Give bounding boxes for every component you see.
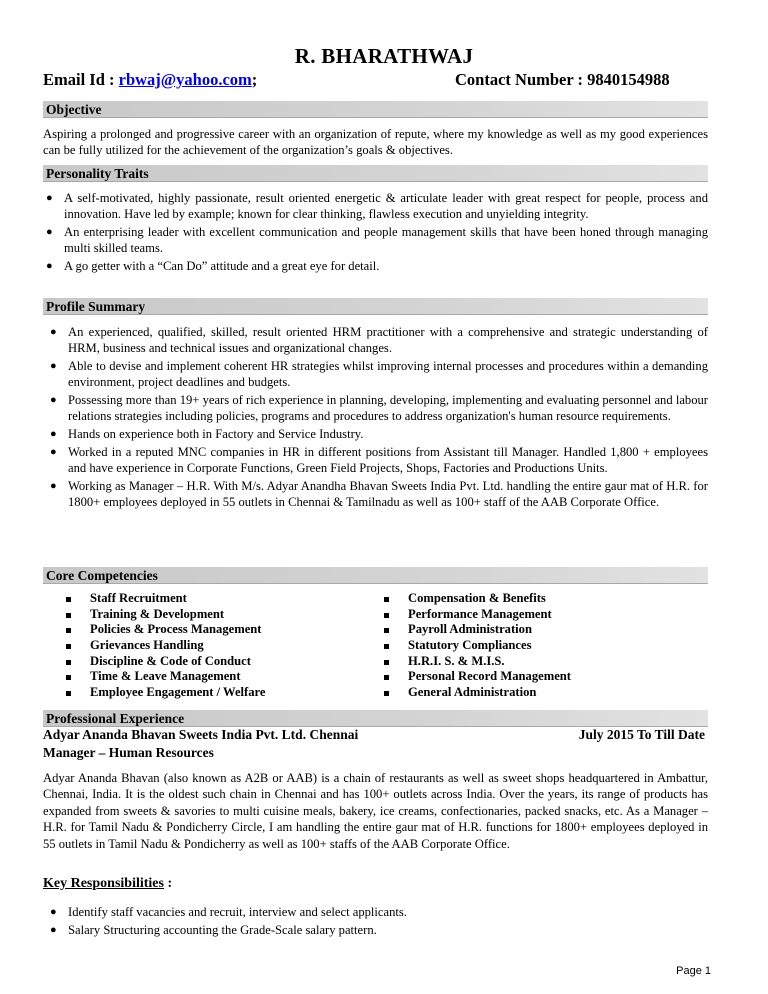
- competency-item: Policies & Process Management: [64, 622, 364, 638]
- key-responsibilities-title: Key Responsibilities :: [43, 876, 173, 891]
- bullet-icon: ●: [50, 479, 57, 492]
- square-bullet-icon: [384, 660, 389, 665]
- square-bullet-icon: [66, 613, 71, 618]
- phone-number: 9840154988: [587, 70, 670, 89]
- competency-item: Performance Management: [382, 607, 702, 623]
- bullet-icon: ●: [50, 360, 57, 372]
- square-bullet-icon: [66, 691, 71, 696]
- competency-item: Statutory Compliances: [382, 638, 702, 654]
- square-bullet-icon: [66, 660, 71, 665]
- list-item: ● Worked in a reputed MNC companies in HR in different positions from Assistant till Manager. Handled 1,800 + employees and have experience in Corporate Functions, Green Field Projects, Shops, Factories and Productions Units.: [50, 444, 708, 475]
- page-number: Page 1: [676, 965, 711, 977]
- bullet-icon: ●: [46, 260, 53, 272]
- employment-dates: July 2015 To Till Date: [578, 727, 705, 742]
- section-heading-personality: Personality Traits: [43, 165, 708, 182]
- contact-row: [43, 70, 693, 90]
- competency-item: Discipline & Code of Conduct: [64, 654, 364, 670]
- bullet-icon: ●: [50, 445, 57, 458]
- square-bullet-icon: [384, 597, 389, 602]
- email-label: Email Id :: [43, 70, 119, 89]
- bullet-icon: ●: [50, 906, 57, 918]
- competencies-left: [64, 591, 364, 701]
- phone-block: [455, 70, 670, 90]
- section-heading-competencies: Core Competencies: [43, 567, 708, 584]
- competency-item: Training & Development: [64, 607, 364, 623]
- square-bullet-icon: [384, 644, 389, 649]
- square-bullet-icon: [66, 628, 71, 633]
- email-suffix: ;: [251, 70, 258, 89]
- bullet-icon: ●: [50, 923, 57, 936]
- square-bullet-icon: [384, 613, 389, 618]
- square-bullet-icon: [66, 597, 71, 602]
- list-item: ● A go getter with a “Can Do” attitude and a great eye for detail.: [46, 259, 380, 273]
- bullet-icon: ●: [50, 428, 57, 440]
- competency-item: Employee Engagement / Welfare: [64, 685, 364, 701]
- company-description: Adyar Ananda Bhavan (also known as A2B or AAB) is a chain of restaurants as well as sweet shops headquartered in Ambattur, Chennai, India. It is the oldest such chain in Chennai and has 100+ outlets across India. Over the years, its range of products has expanded from sweets & savories to multi cuisine meals, bakery, ice creams, confectionaries, packed snacks, etc. As a Manager – H.R. for Tamil Nadu & Pondicherry Circle, I am handling the entire gaur mat of H.R. functions for 1800+ employees deployed in 55 outlets in Tamil Nadu & Pondicherry as well as 100+ staffs of the AAB Corporate Office.: [43, 771, 708, 851]
- competency-item: Payroll Administration: [382, 622, 702, 638]
- list-item: ● Able to devise and implement coherent HR strategies whilst improving internal processes and procedures within a demanding environment, project deadlines and budgets.: [50, 359, 708, 390]
- list-item: ● Hands on experience both in Factory and Service Industry.: [50, 427, 364, 441]
- list-item: ● Identify staff vacancies and recruit, interview and select applicants.: [50, 905, 407, 919]
- bullet-icon: ●: [46, 192, 53, 204]
- competency-item: H.R.I. S. & M.I.S.: [382, 654, 702, 670]
- competency-item: Compensation & Benefits: [382, 591, 702, 607]
- list-item: ● An enterprising leader with excellent communication and people management skills that have been honed through managing multi skilled teams.: [46, 225, 708, 256]
- company-name: Adyar Ananda Bhavan Sweets India Pvt. Ltd. Chennai: [43, 727, 359, 742]
- section-heading-experience: Professional Experience: [43, 710, 708, 727]
- list-item: ● Salary Structuring accounting the Grade-Scale salary pattern.: [50, 922, 377, 937]
- job-title: Manager – Human Resources: [43, 745, 214, 760]
- square-bullet-icon: [66, 675, 71, 680]
- list-item: ● A self-motivated, highly passionate, result oriented energetic & articulate leader with great respect for people, process and innovation. Have led by example; known for clear thinking, flawless execution and unyielding integrity.: [46, 191, 708, 222]
- profile-list: [47, 324, 708, 512]
- square-bullet-icon: [384, 691, 389, 696]
- competency-item: Staff Recruitment: [64, 591, 364, 607]
- email-link[interactable]: rbwaj@yahoo.com: [118, 70, 252, 89]
- list-item: ● Possessing more than 19+ years of rich experience in planning, developing, implementing and evaluating personnel and labour relations strategies including policies, programs and procedures to address organization's human resource requirements.: [50, 393, 708, 424]
- square-bullet-icon: [384, 628, 389, 633]
- competency-item: Personal Record Management: [382, 669, 702, 685]
- competency-item: Time & Leave Management: [64, 669, 364, 685]
- bullet-icon: ●: [50, 326, 57, 338]
- company-line: [43, 727, 708, 743]
- square-bullet-icon: [384, 675, 389, 680]
- contact-label: Contact Number :: [455, 70, 588, 89]
- personality-list: [43, 190, 708, 276]
- competency-item: Grievances Handling: [64, 638, 364, 654]
- responsibilities-list: [47, 904, 708, 940]
- section-heading-profile: Profile Summary: [43, 298, 708, 315]
- list-item: ● An experienced, qualified, skilled, result oriented HRM practitioner with a comprehensive and strategic understanding of HRM, business and technical issues and organizational changes.: [50, 325, 708, 356]
- bullet-icon: ●: [50, 394, 57, 406]
- competencies-right: [382, 591, 702, 701]
- list-item: ● Working as Manager – H.R. With M/s. Adyar Anandha Bhavan Sweets India Pvt. Ltd. handling the entire gaur mat of H.R. for 1800+ employees deployed in 55 outlets in Chennai & Tamilnadu as well as 100+ staff of the AAB Corporate Office.: [50, 478, 708, 509]
- objective-text: Aspiring a prolonged and progressive career with an organization of repute, where my knowledge as well as my good experiences can be fully utilized for the achievement of the organization’s goals & objectives.: [43, 127, 708, 158]
- competency-item: General Administration: [382, 685, 702, 701]
- square-bullet-icon: [66, 644, 71, 649]
- candidate-name: R. BHARATHWAJ: [294, 44, 474, 68]
- section-heading-objective: Objective: [43, 101, 708, 118]
- bullet-icon: ●: [46, 226, 53, 238]
